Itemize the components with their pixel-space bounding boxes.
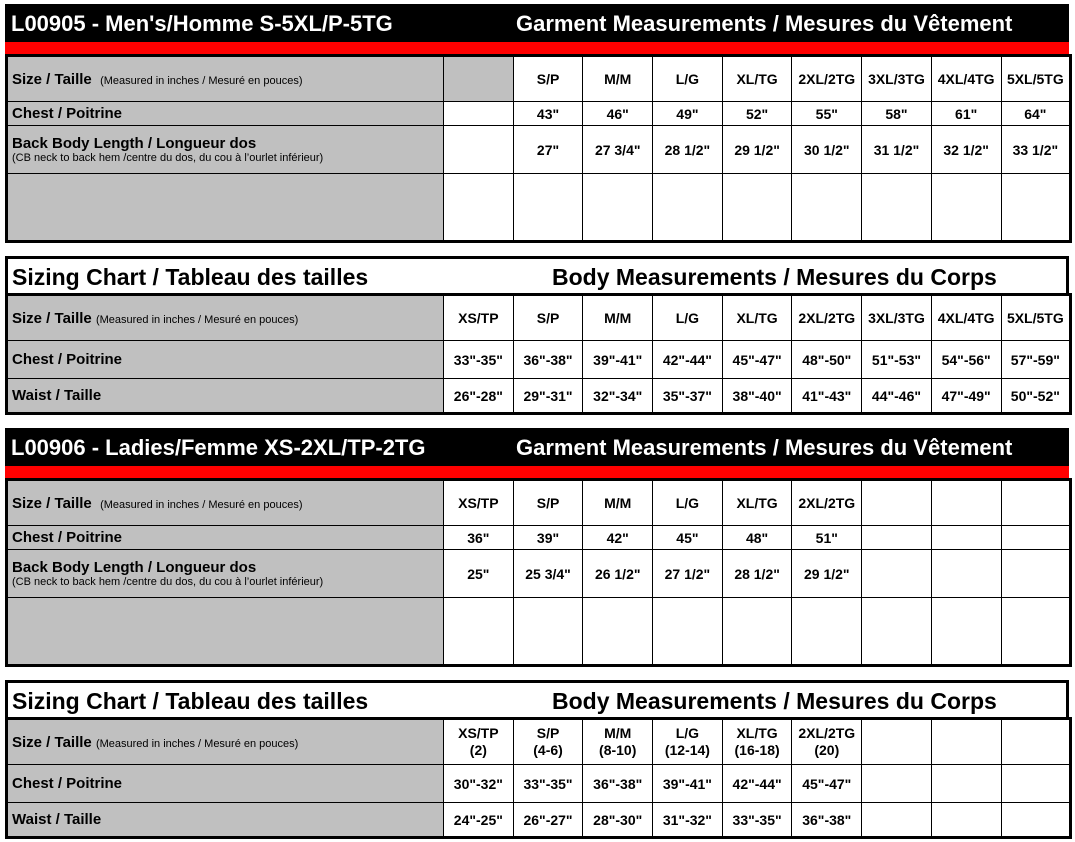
- size-cell: 2XL/2TG: [792, 480, 862, 526]
- size-cell: M/M: [583, 295, 653, 341]
- empty-cell: [722, 174, 792, 242]
- size-cell: 3XL/3TG: [862, 56, 932, 102]
- size-cell: 2XL/2TG: [792, 295, 862, 341]
- men-garment-title: L00905 - Men's/Homme S-5XL/P-5TG: [11, 11, 393, 36]
- ladies-garment-section: [5, 428, 1069, 668]
- value-cell: 36"-38": [583, 765, 653, 803]
- size-cell: [1001, 480, 1071, 526]
- chest-row-label: Chest / Poitrine: [7, 765, 444, 803]
- size-cell: 2XL/2TG: [792, 56, 862, 102]
- value-cell: 61": [931, 102, 1001, 126]
- size-cell: [862, 719, 932, 765]
- table-row: [7, 102, 1071, 126]
- value-cell: [1001, 550, 1071, 598]
- value-cell: 27": [513, 126, 583, 174]
- ladies-body-heading: Body Measurements / Mesures du Corps: [552, 688, 997, 714]
- empty-cell: [862, 174, 932, 242]
- value-cell: [931, 550, 1001, 598]
- size-cell: 5XL/5TG: [1001, 295, 1071, 341]
- value-cell: 39"-41": [653, 765, 723, 803]
- size-row-label: Size / Taille (Measured in inches / Mesuré en pouces): [7, 56, 444, 102]
- size-cell: 3XL/3TG: [862, 295, 932, 341]
- value-cell: 64": [1001, 102, 1071, 126]
- waist-row-label: Waist / Taille: [7, 803, 444, 838]
- value-cell: 31"-32": [653, 803, 723, 838]
- table-row: [7, 803, 1071, 838]
- value-cell: 26"-28": [444, 379, 514, 414]
- value-cell: 25": [444, 550, 514, 598]
- value-cell: 28 1/2": [653, 126, 723, 174]
- empty-cell: [722, 598, 792, 666]
- value-cell: [1001, 803, 1071, 838]
- value-cell: [931, 526, 1001, 550]
- value-cell: 44"-46": [862, 379, 932, 414]
- value-cell: 33"-35": [722, 803, 792, 838]
- value-cell: [444, 126, 514, 174]
- size-cell: M/M: [583, 480, 653, 526]
- ladies-body-header: [5, 680, 1069, 720]
- size-cell: XS/TP (2): [444, 719, 514, 765]
- size-cell: M/M (8-10): [583, 719, 653, 765]
- waist-row-label: Waist / Taille: [7, 379, 444, 414]
- ladies-body-section: [5, 680, 1069, 840]
- value-cell: 39": [513, 526, 583, 550]
- ladies-body-title: Sizing Chart / Tableau des tailles: [12, 688, 369, 714]
- men-body-section: [5, 256, 1069, 416]
- size-cell: [931, 480, 1001, 526]
- table-row: [7, 126, 1071, 174]
- table-row: [7, 295, 1071, 341]
- table-row: [7, 379, 1071, 414]
- value-cell: 46": [583, 102, 653, 126]
- value-cell: 24"-25": [444, 803, 514, 838]
- value-cell: 30"-32": [444, 765, 514, 803]
- size-cell: S/P: [513, 56, 583, 102]
- value-cell: [1001, 526, 1071, 550]
- value-cell: 51": [792, 526, 862, 550]
- value-cell: 58": [862, 102, 932, 126]
- size-cell: S/P: [513, 480, 583, 526]
- table-row: [7, 719, 1071, 765]
- empty-cell: [7, 598, 444, 666]
- ladies-garment-table: [5, 478, 1072, 667]
- back-length-row-label: Back Body Length / Longueur dos (CB neck to back hem /centre du dos, du cou à l’ourlet inférieur): [7, 126, 444, 174]
- value-cell: 35"-37": [653, 379, 723, 414]
- value-cell: [931, 765, 1001, 803]
- value-cell: 41"-43": [792, 379, 862, 414]
- value-cell: 33"-35": [444, 341, 514, 379]
- men-garment-table: [5, 54, 1072, 243]
- size-cell: XL/TG (16-18): [722, 719, 792, 765]
- value-cell: 32 1/2": [931, 126, 1001, 174]
- value-cell: 26"-27": [513, 803, 583, 838]
- table-row: [7, 765, 1071, 803]
- table-row: [7, 56, 1071, 102]
- chest-row-label: Chest / Poitrine: [7, 341, 444, 379]
- empty-cell: [1001, 598, 1071, 666]
- size-cell: L/G (12-14): [653, 719, 723, 765]
- value-cell: [862, 803, 932, 838]
- size-cell: [1001, 719, 1071, 765]
- size-cell: [444, 56, 514, 102]
- table-row: [7, 480, 1071, 526]
- ladies-red-stripe: [5, 466, 1069, 478]
- ladies-body-table: [5, 717, 1072, 839]
- back-length-row-label: Back Body Length / Longueur dos (CB neck to back hem /centre du dos, du cou à l’ourlet inférieur): [7, 550, 444, 598]
- empty-cell: [513, 174, 583, 242]
- size-cell: [931, 719, 1001, 765]
- size-cell: L/G: [653, 295, 723, 341]
- size-cell: XL/TG: [722, 480, 792, 526]
- value-cell: [862, 526, 932, 550]
- empty-cell: [862, 598, 932, 666]
- value-cell: 42"-44": [722, 765, 792, 803]
- value-cell: 54"-56": [931, 341, 1001, 379]
- value-cell: [444, 102, 514, 126]
- value-cell: 29"-31": [513, 379, 583, 414]
- size-cell: S/P (4-6): [513, 719, 583, 765]
- value-cell: [862, 765, 932, 803]
- value-cell: 25 3/4": [513, 550, 583, 598]
- value-cell: 27 1/2": [653, 550, 723, 598]
- men-garment-heading: Garment Measurements / Mesures du Vêtement: [516, 11, 1013, 36]
- value-cell: 43": [513, 102, 583, 126]
- men-garment-section: [5, 4, 1069, 244]
- size-cell: 4XL/4TG: [931, 56, 1001, 102]
- size-cell: 2XL/2TG (20): [792, 719, 862, 765]
- size-cell: [862, 480, 932, 526]
- value-cell: 39"-41": [583, 341, 653, 379]
- value-cell: 26 1/2": [583, 550, 653, 598]
- men-garment-title-bar: [5, 4, 1069, 42]
- value-cell: 55": [792, 102, 862, 126]
- value-cell: [1001, 765, 1071, 803]
- table-row: [7, 550, 1071, 598]
- value-cell: 32"-34": [583, 379, 653, 414]
- ladies-garment-title-bar: [5, 428, 1069, 466]
- value-cell: 52": [722, 102, 792, 126]
- empty-cell: [792, 598, 862, 666]
- value-cell: 29 1/2": [792, 550, 862, 598]
- men-body-title: Sizing Chart / Tableau des tailles: [12, 264, 369, 290]
- chest-row-label: Chest / Poitrine: [7, 102, 444, 126]
- size-cell: 4XL/4TG: [931, 295, 1001, 341]
- men-body-table: [5, 293, 1072, 415]
- value-cell: [862, 550, 932, 598]
- size-cell: 5XL/5TG: [1001, 56, 1071, 102]
- value-cell: 36"-38": [792, 803, 862, 838]
- ladies-garment-heading: Garment Measurements / Mesures du Vêtement: [516, 435, 1013, 460]
- men-body-heading: Body Measurements / Mesures du Corps: [552, 264, 997, 290]
- table-row: [7, 526, 1071, 550]
- size-row-label: Size / Taille (Measured in inches / Mesuré en pouces): [7, 295, 444, 341]
- empty-cell: [444, 174, 514, 242]
- empty-cell: [792, 174, 862, 242]
- empty-cell: [653, 174, 723, 242]
- value-cell: 50"-52": [1001, 379, 1071, 414]
- value-cell: 48": [722, 526, 792, 550]
- value-cell: 42": [583, 526, 653, 550]
- value-cell: 33"-35": [513, 765, 583, 803]
- value-cell: 51"-53": [862, 341, 932, 379]
- value-cell: [931, 803, 1001, 838]
- size-cell: XS/TP: [444, 480, 514, 526]
- value-cell: 47"-49": [931, 379, 1001, 414]
- men-body-header: [5, 256, 1069, 296]
- empty-cell: [583, 174, 653, 242]
- empty-cell: [513, 598, 583, 666]
- size-cell: L/G: [653, 56, 723, 102]
- size-cell: L/G: [653, 480, 723, 526]
- table-row: [7, 598, 1071, 666]
- value-cell: 45"-47": [792, 765, 862, 803]
- value-cell: 30 1/2": [792, 126, 862, 174]
- value-cell: 28 1/2": [722, 550, 792, 598]
- empty-cell: [931, 174, 1001, 242]
- table-row: [7, 341, 1071, 379]
- size-cell: S/P: [513, 295, 583, 341]
- empty-cell: [1001, 174, 1071, 242]
- empty-cell: [653, 598, 723, 666]
- value-cell: 36": [444, 526, 514, 550]
- empty-cell: [583, 598, 653, 666]
- size-cell: XS/TP: [444, 295, 514, 341]
- size-row-label: Size / Taille (Measured in inches / Mesuré en pouces): [7, 480, 444, 526]
- value-cell: 31 1/2": [862, 126, 932, 174]
- empty-cell: [444, 598, 514, 666]
- value-cell: 48"-50": [792, 341, 862, 379]
- value-cell: 38"-40": [722, 379, 792, 414]
- value-cell: 33 1/2": [1001, 126, 1071, 174]
- value-cell: 45": [653, 526, 723, 550]
- empty-cell: [7, 174, 444, 242]
- empty-cell: [931, 598, 1001, 666]
- ladies-garment-title: L00906 - Ladies/Femme XS-2XL/TP-2TG: [11, 435, 426, 460]
- value-cell: 57"-59": [1001, 341, 1071, 379]
- size-cell: XL/TG: [722, 56, 792, 102]
- men-red-stripe: [5, 42, 1069, 54]
- size-row-label: Size / Taille (Measured in inches / Mesuré en pouces): [7, 719, 444, 765]
- value-cell: 29 1/2": [722, 126, 792, 174]
- value-cell: 27 3/4": [583, 126, 653, 174]
- value-cell: 36"-38": [513, 341, 583, 379]
- value-cell: 28"-30": [583, 803, 653, 838]
- size-cell: M/M: [583, 56, 653, 102]
- chest-row-label: Chest / Poitrine: [7, 526, 444, 550]
- table-row: [7, 174, 1071, 242]
- size-cell: XL/TG: [722, 295, 792, 341]
- value-cell: 45"-47": [722, 341, 792, 379]
- value-cell: 49": [653, 102, 723, 126]
- value-cell: 42"-44": [653, 341, 723, 379]
